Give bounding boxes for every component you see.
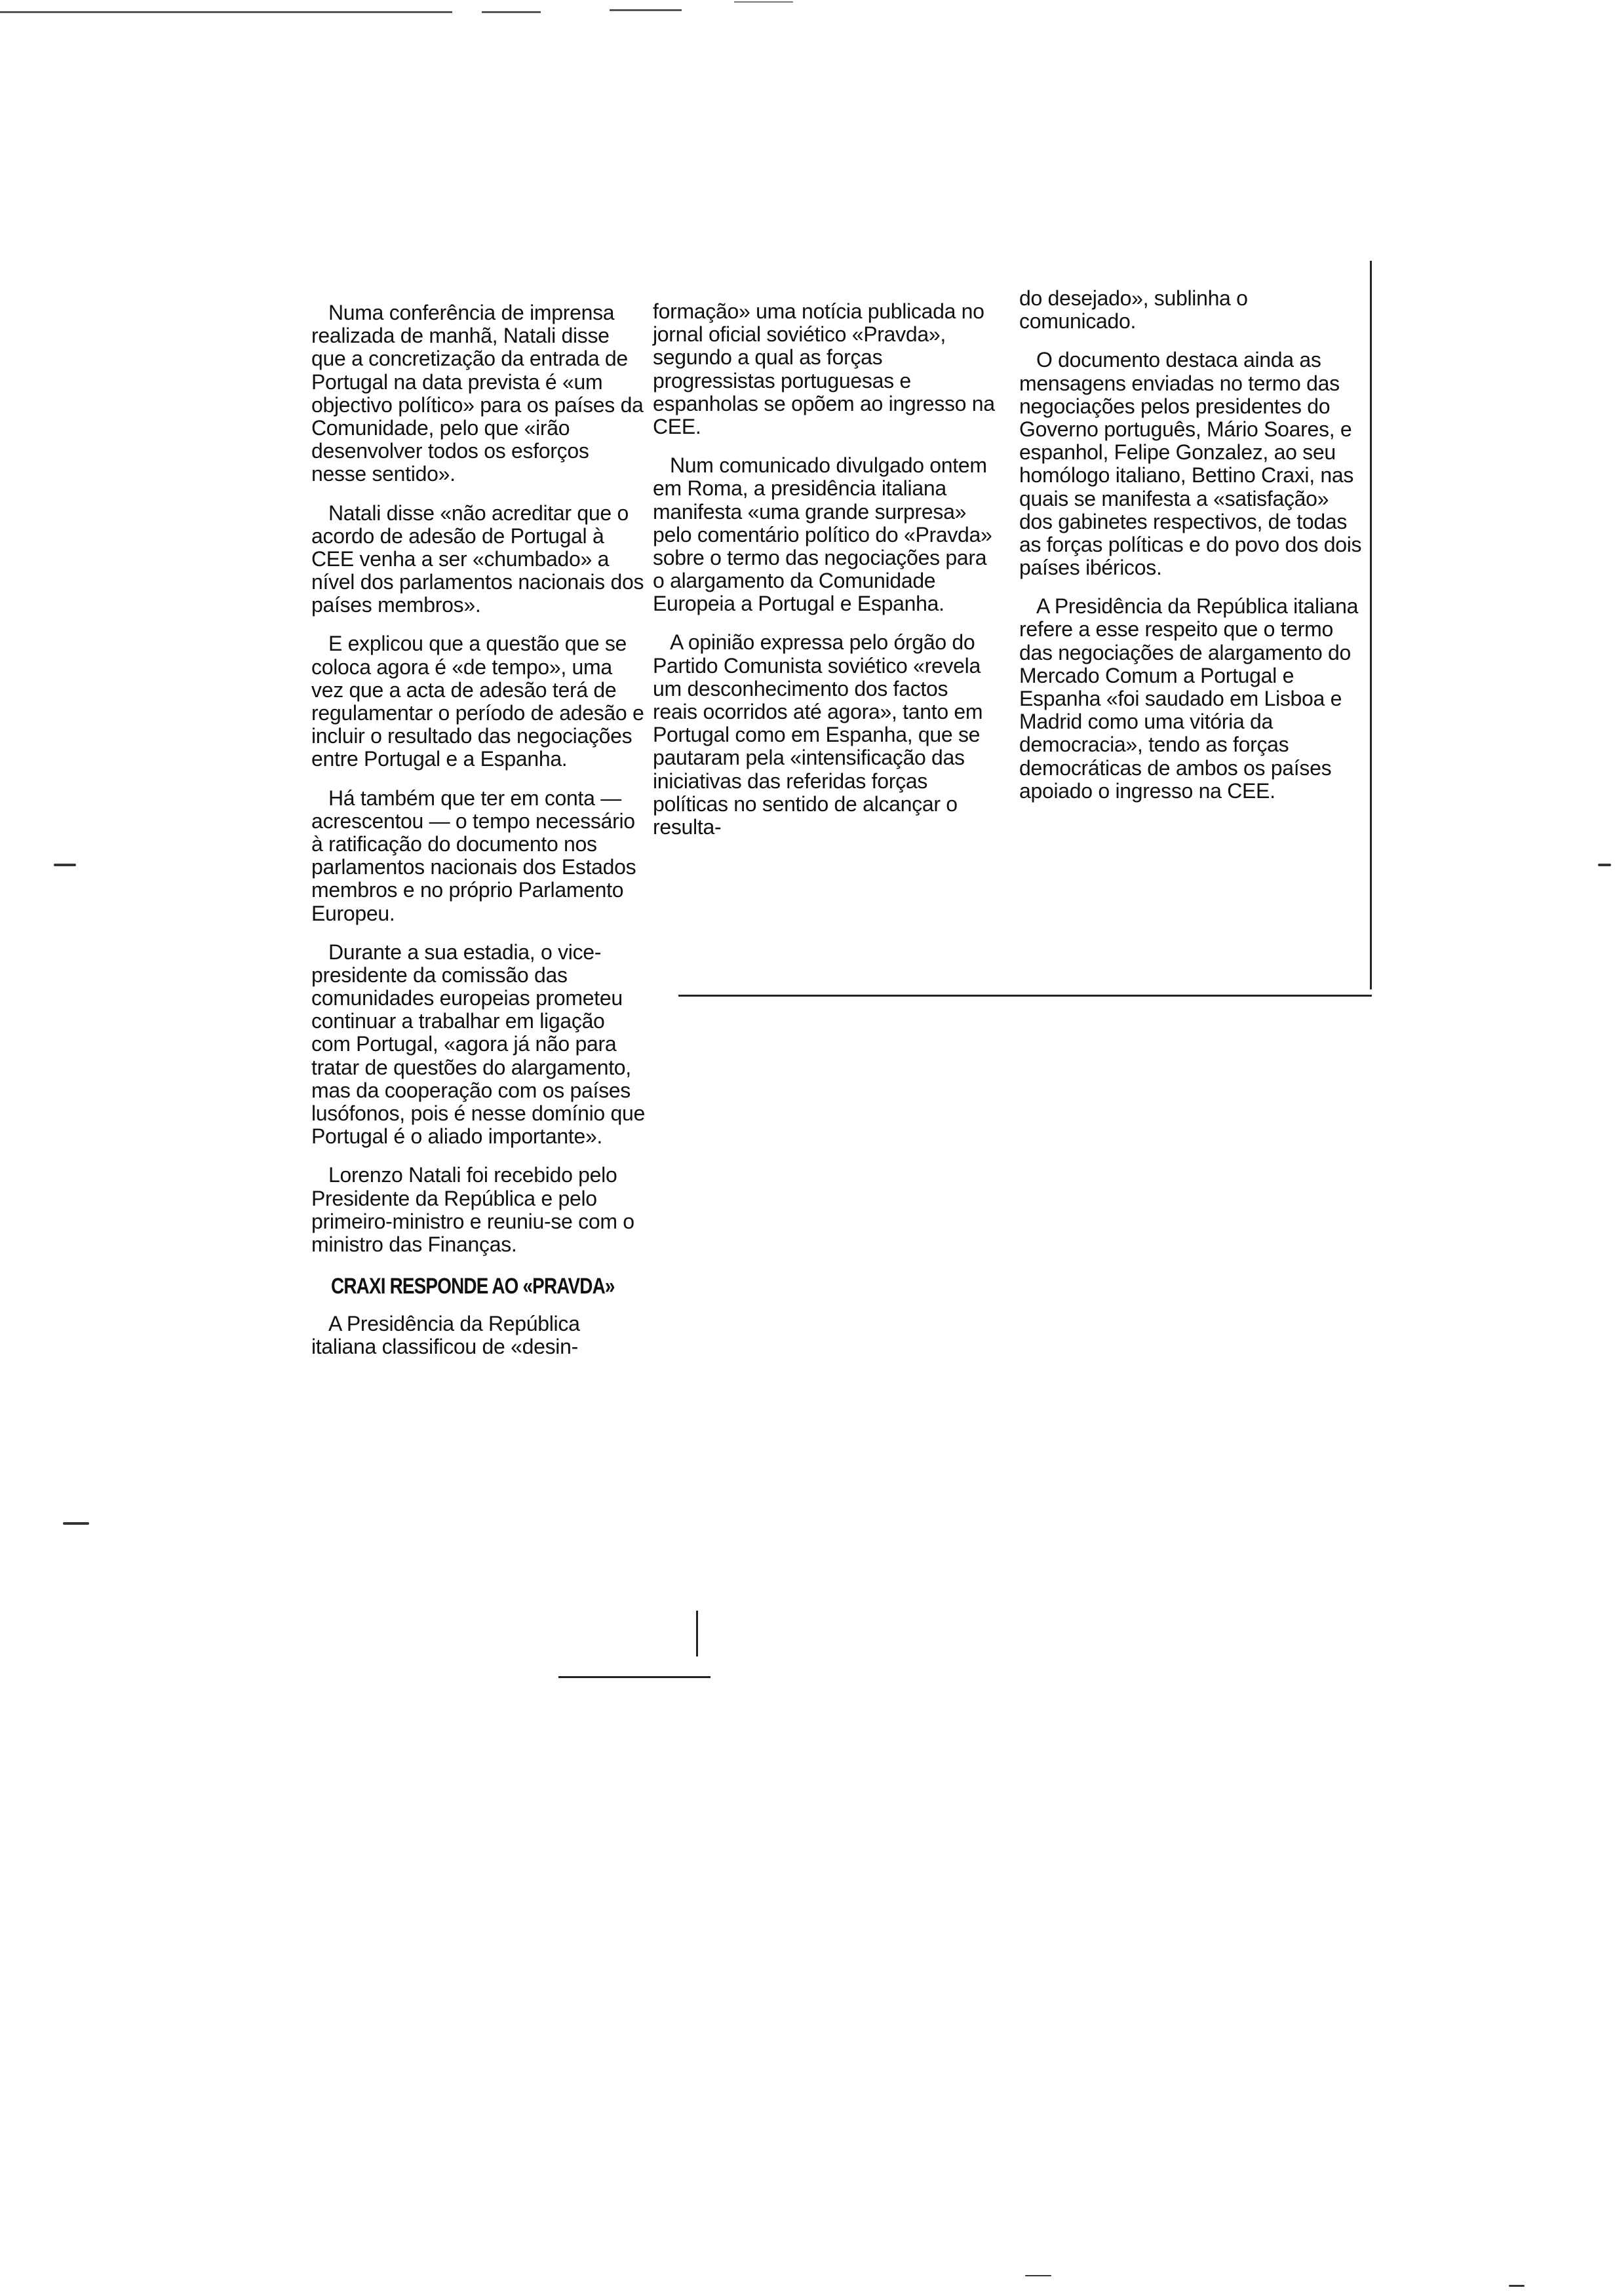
- paragraph: Há também que ter em conta — acrescentou — o tempo necessário à ratificação do documento nos parlamentos nacionais dos Estados membros e no próprio Parlamento Europeu.: [311, 786, 636, 925]
- paragraph: do desejado», sublinha o comunicado.: [1019, 286, 1248, 334]
- article-column-1: [311, 301, 646, 1374]
- paragraph: A opinião expressa pelo órgão do Partido Comunista soviético «revela um desconhecimento dos factos reais ocorridos até agora», tanto em Portugal como em Espanha, que se pautaram pela «intensificação das iniciativas das referidas forças políticas no sentido de alcançar o resulta-: [653, 630, 983, 839]
- paragraph: A Presidência da República italiana refere a esse respeito que o termo das negociações de alargamento do Mercado Comum a Portugal e Espanha «foi saudado em Lisboa e Madrid como uma vitória da democracia», tendo as forças democráticas de ambos os países apoiado o ingresso na CEE.: [1019, 594, 1359, 803]
- paragraph: Lorenzo Natali foi recebido pelo Presidente da República e pelo primeiro-ministro e reuniu-se com o ministro das Finanças.: [311, 1163, 634, 1256]
- clip-rule-vertical-left: [696, 1611, 698, 1656]
- paragraph: Natali disse «não acreditar que o acordo de adesão de Portugal à CEE venha a ser «chumbado» a nível dos parlamentos nacionais dos países membros».: [311, 501, 644, 617]
- speck-bottom-mid: [1025, 2275, 1051, 2276]
- scan-line-top-right: [610, 9, 682, 11]
- paragraph: Numa conferência de imprensa realizada de manhã, Natali disse que a concretização da entrada de Portugal na data prevista é «um objectivo político» para os países da Comunidade, pelo que «irão desenvolver todos os esforços nesse sentido».: [311, 301, 644, 486]
- paragraph: A Presidência da República italiana classificou de «desin-: [311, 1311, 580, 1358]
- margin-mark-right: [1598, 864, 1611, 866]
- paragraph: formação» uma notícia publicada no jornal oficial soviético «Pravda», segundo a qual as forças progressistas portuguesas e espanholas se opõem ao ingresso na CEE.: [653, 299, 995, 438]
- paragraph: Durante a sua estadia, o vice-presidente da comissão das comunidades europeias prometeu continuar a trabalhar em ligação com Portugal, «agora já não para tratar de questões do alargamento, mas da cooperação com os países lusófonos, pois é nesse domínio que Portugal é o aliado importante».: [311, 940, 645, 1149]
- article-column-2: [653, 300, 997, 854]
- section-heading: CRAXI RESPONDE AO «PRAVDA»: [331, 1274, 615, 1299]
- paragraph: Num comunicado divulgado ontem em Roma, a presidência italiana manifesta «uma grande surpresa» pelo comentário político do «Pravda» sobre o termo das negociações para o alargamento da Comunidade Europeia a Portugal e Espanha.: [653, 453, 992, 616]
- paragraph: E explicou que a questão que se coloca agora é «de tempo», uma vez que a acta de adesão terá de regulamentar o período de adesão e incluir o resultado das negociações entre Portugal e a Espanha.: [311, 632, 644, 771]
- margin-mark-left-lower: [63, 1522, 89, 1525]
- scan-line-top-far: [734, 1, 793, 3]
- clip-rule-bottom-left: [558, 1676, 710, 1678]
- article-column-3: [1019, 287, 1367, 818]
- scan-line-top-mid: [482, 11, 541, 13]
- paragraph: O documento destaca ainda as mensagens enviadas no termo das negociações pelos presidentes do Governo português, Mário Soares, e espanhol, Felipe Gonzalez, ao seu homólogo italiano, Bettino Craxi, nas quais se manifesta a «satisfação» dos gabinetes respectivos, de todas as forças políticas e do povo dos dois países ibéricos.: [1019, 348, 1362, 580]
- speck-bottom-right: [1509, 2285, 1525, 2287]
- scan-line-top-left: [0, 11, 452, 13]
- column-rule-right: [1370, 261, 1372, 989]
- margin-mark-left-upper: [54, 864, 76, 866]
- column-rule-bottom: [678, 995, 1372, 997]
